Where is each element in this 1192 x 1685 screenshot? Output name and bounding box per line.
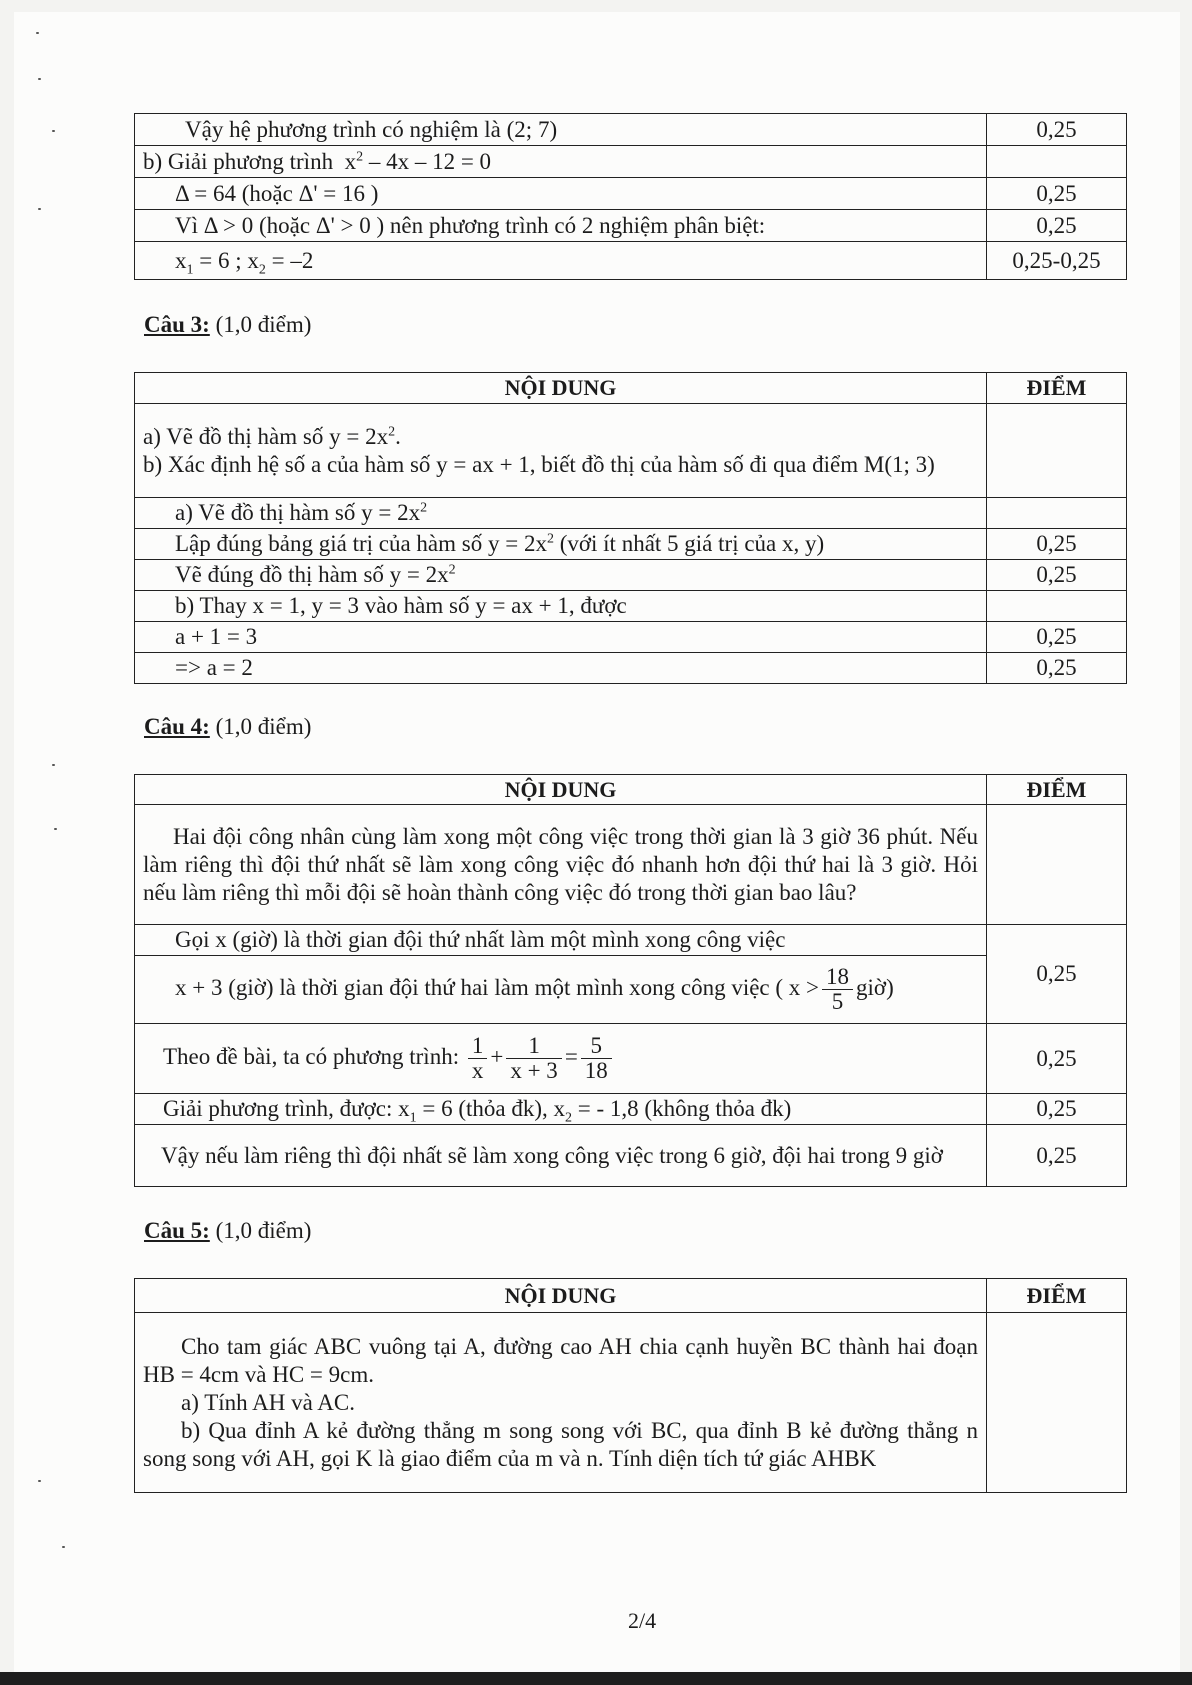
step-points bbox=[987, 1313, 1127, 1493]
step-points: 0,25 bbox=[987, 622, 1127, 653]
question-heading: Câu 3: (1,0 điểm) bbox=[144, 312, 312, 337]
answer-step: Vì Δ > 0 (hoặc Δ' > 0 ) nên phương trình có 2 nghiệm phân biệt: bbox=[135, 210, 987, 242]
answer-step: Theo đề bài, ta có phương trình: $\frac{1}{x}$ + $\frac{1}{x + 3}$ = $\frac{5}{18}$ bbox=[135, 1024, 987, 1094]
step-points: 0,25 bbox=[987, 529, 1127, 560]
fraction: $\frac{1}{x}$ bbox=[468, 1034, 488, 1083]
answer-step: a) Vẽ đồ thị hàm số $y = 2x^2$ bbox=[135, 498, 987, 529]
table-row bbox=[135, 210, 1127, 242]
step-points bbox=[987, 498, 1127, 529]
scan-speck bbox=[38, 78, 41, 80]
table-row bbox=[135, 498, 1127, 529]
table-row bbox=[135, 956, 1127, 1024]
table-row bbox=[135, 242, 1127, 280]
scan-speck bbox=[62, 1546, 65, 1548]
step-points: 0,25 bbox=[987, 1024, 1127, 1094]
column-header-content: NỘI DUNG bbox=[135, 373, 987, 404]
answer-step: b) Giải phương trình $x^2 - 4x - 12 = 0$ bbox=[135, 146, 987, 178]
answer-step: Gọi x (giờ) là thời gian đội thứ nhất làm một mình xong công việc bbox=[135, 925, 987, 956]
column-header-points: ĐIỂM bbox=[987, 1279, 1127, 1313]
column-header-content: NỘI DUNG bbox=[135, 1279, 987, 1313]
step-points: 0,25 bbox=[987, 1094, 1127, 1125]
answer-step: Δ = 64 (hoặc Δ' = 16 ) bbox=[135, 178, 987, 210]
scan-speck bbox=[54, 828, 57, 830]
table-header-row bbox=[135, 1279, 1127, 1313]
step-points: 0,25 bbox=[987, 653, 1127, 684]
q4-answer-table bbox=[134, 774, 1127, 1187]
table-header-row bbox=[135, 373, 1127, 404]
table-row bbox=[135, 1024, 1127, 1094]
step-points bbox=[987, 805, 1127, 925]
table-row bbox=[135, 622, 1127, 653]
answer-step: Vậy nếu làm riêng thì đội nhất sẽ làm xong công việc trong 6 giờ, đội hai trong 9 giờ bbox=[135, 1125, 987, 1187]
q2-answer-table bbox=[134, 113, 1127, 280]
q3-answer-table bbox=[134, 372, 1127, 684]
table-row bbox=[135, 146, 1127, 178]
table-row bbox=[135, 114, 1127, 146]
answer-step: Lập đúng bảng giá trị của hàm số $y = 2x^2$ (với ít nhất 5 giá trị của x, y) bbox=[135, 529, 987, 560]
column-header-points: ĐIỂM bbox=[987, 373, 1127, 404]
fraction: $\frac{5}{18}$ bbox=[581, 1034, 612, 1083]
step-points: 0,25 bbox=[987, 925, 1127, 1024]
answer-step: a + 1 = 3 bbox=[135, 622, 987, 653]
column-header-content: NỘI DUNG bbox=[135, 775, 987, 805]
step-points bbox=[987, 591, 1127, 622]
scan-speck bbox=[36, 32, 39, 34]
scan-speck bbox=[52, 764, 55, 766]
table-row bbox=[135, 404, 1127, 498]
table-row bbox=[135, 178, 1127, 210]
column-header-points: ĐIỂM bbox=[987, 775, 1127, 805]
table-row bbox=[135, 591, 1127, 622]
answer-step: Giải phương trình, được: $x_1 = 6$ (thỏa đk), $x_2$ = - 1,8 (không thỏa đk) bbox=[135, 1094, 987, 1125]
question-prompt: a) Vẽ đồ thị hàm số $y = 2x^2$. b) Xác định hệ số a của hàm số y = ax + 1, biết đồ thị của hàm số đi qua điểm M(1; 3) bbox=[135, 404, 987, 498]
table-row bbox=[135, 1125, 1127, 1187]
table-header-row bbox=[135, 775, 1127, 805]
table-row bbox=[135, 529, 1127, 560]
step-points: 0,25-0,25 bbox=[987, 242, 1127, 280]
table-row bbox=[135, 805, 1127, 925]
fraction: $\frac{1}{x + 3}$ bbox=[506, 1034, 561, 1083]
answer-step: x + 3 (giờ) là thời gian đội thứ hai làm một mình xong công việc ( x > $\frac{18}{5}$ giờ) bbox=[135, 956, 987, 1024]
step-points: 0,25 bbox=[987, 178, 1127, 210]
scan-speck bbox=[52, 130, 55, 132]
step-points: 0,25 bbox=[987, 114, 1127, 146]
scan-speck bbox=[38, 1480, 41, 1482]
step-points: 0,25 bbox=[987, 210, 1127, 242]
table-row bbox=[135, 1313, 1127, 1493]
step-points: 0,25 bbox=[987, 1125, 1127, 1187]
step-points: 0,25 bbox=[987, 560, 1127, 591]
step-points bbox=[987, 146, 1127, 178]
table-row bbox=[135, 653, 1127, 684]
table-row bbox=[135, 560, 1127, 591]
step-points bbox=[987, 404, 1127, 498]
answer-step: Vậy hệ phương trình có nghiệm là (2; 7) bbox=[135, 114, 987, 146]
scan-bottom-edge bbox=[0, 1672, 1192, 1685]
question-heading: Câu 4: (1,0 điểm) bbox=[144, 714, 312, 739]
table-row bbox=[135, 1094, 1127, 1125]
question-prompt: Cho tam giác ABC vuông tại A, đường cao AH chia cạnh huyền BC thành hai đoạn HB = 4cm và HC = 9cm. a) Tính AH và AC. b) Qua đỉnh A kẻ đường thẳng m song song với BC, qua đỉnh B kẻ đường thẳng n song song với AH, gọi K là giao điểm của m và n. Tính diện tích tứ giác AHBK bbox=[135, 1313, 987, 1493]
scan-speck bbox=[38, 208, 41, 210]
question-prompt: Hai đội công nhân cùng làm xong một công việc trong thời gian là 3 giờ 36 phút. Nếu làm riêng thì đội thứ nhất sẽ làm xong công việc đó nhanh hơn đội thứ hai là 3 giờ. Hỏi nếu làm riêng thì mỗi đội sẽ hoàn thành công việc đó trong thời gian bao lâu? bbox=[135, 805, 987, 925]
answer-step: $x_1 = 6$ ; $x_2 = -2$ bbox=[135, 242, 987, 280]
fraction: $\frac{18}{5}$ bbox=[822, 965, 853, 1014]
table-row bbox=[135, 925, 1127, 956]
answer-step: => a = 2 bbox=[135, 653, 987, 684]
page-number: 2/4 bbox=[628, 1608, 657, 1633]
answer-step: Vẽ đúng đồ thị hàm số $y = 2x^2$ bbox=[135, 560, 987, 591]
question-heading: Câu 5: (1,0 điểm) bbox=[144, 1218, 312, 1243]
q5-answer-table bbox=[134, 1278, 1127, 1493]
answer-step: b) Thay x = 1, y = 3 vào hàm số y = ax + 1, được bbox=[135, 591, 987, 622]
